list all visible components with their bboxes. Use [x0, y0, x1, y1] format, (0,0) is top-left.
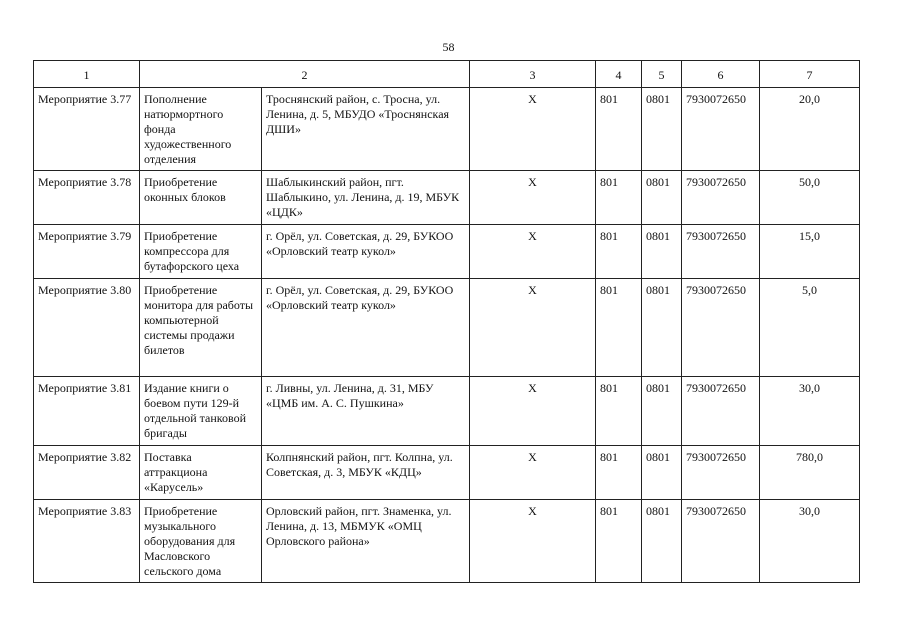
location-cell: г. Орёл, ул. Советская, д. 29, БУКОО «Орловский театр кукол» — [262, 279, 470, 377]
col4-cell: 801 — [596, 225, 642, 279]
table-row — [34, 88, 860, 171]
description-cell: Приобретение оконных блоков — [140, 171, 262, 225]
table-row — [34, 377, 860, 446]
description-cell: Приобретение компрессора для бутафорского цеха — [140, 225, 262, 279]
event-cell: Мероприятие 3.80 — [34, 279, 140, 377]
location-cell: г. Орёл, ул. Советская, д. 29, БУКОО «Орловский театр кукол» — [262, 225, 470, 279]
col7-cell: 20,0 — [760, 88, 860, 171]
header-col-7: 7 — [760, 61, 860, 88]
event-cell: Мероприятие 3.77 — [34, 88, 140, 171]
header-col-6: 6 — [682, 61, 760, 88]
event-cell: Мероприятие 3.78 — [34, 171, 140, 225]
col4-cell: 801 — [596, 279, 642, 377]
col3-cell: X — [470, 446, 596, 500]
budget-table — [33, 60, 860, 583]
col6-cell: 7930072650 — [682, 377, 760, 446]
col7-cell: 50,0 — [760, 171, 860, 225]
col7-cell: 5,0 — [760, 279, 860, 377]
header-col-4: 4 — [596, 61, 642, 88]
table-row — [34, 500, 860, 583]
table-row — [34, 225, 860, 279]
table-row — [34, 279, 860, 377]
col7-cell: 780,0 — [760, 446, 860, 500]
col6-cell: 7930072650 — [682, 225, 760, 279]
header-row — [34, 61, 860, 88]
description-cell: Поставка аттракциона «Карусель» — [140, 446, 262, 500]
header-col-2: 2 — [140, 61, 470, 88]
col5-cell: 0801 — [642, 171, 682, 225]
header-col-1: 1 — [34, 61, 140, 88]
event-cell: Мероприятие 3.79 — [34, 225, 140, 279]
location-cell: г. Ливны, ул. Ленина, д. 31, МБУ «ЦМБ им. А. С. Пушкина» — [262, 377, 470, 446]
col4-cell: 801 — [596, 377, 642, 446]
col7-cell: 30,0 — [760, 500, 860, 583]
col7-cell: 30,0 — [760, 377, 860, 446]
col6-cell: 7930072650 — [682, 500, 760, 583]
location-cell: Орловский район, пгт. Знаменка, ул. Ленина, д. 13, МБМУК «ОМЦ Орловского района» — [262, 500, 470, 583]
event-cell: Мероприятие 3.81 — [34, 377, 140, 446]
header-col-3: 3 — [470, 61, 596, 88]
col4-cell: 801 — [596, 88, 642, 171]
col4-cell: 801 — [596, 446, 642, 500]
col6-cell: 7930072650 — [682, 279, 760, 377]
description-cell: Издание книги о боевом пути 129-й отдельной танковой бригады — [140, 377, 262, 446]
col6-cell: 7930072650 — [682, 446, 760, 500]
col7-cell: 15,0 — [760, 225, 860, 279]
col3-cell: X — [470, 279, 596, 377]
col4-cell: 801 — [596, 500, 642, 583]
table-row — [34, 446, 860, 500]
header-col-5: 5 — [642, 61, 682, 88]
col6-cell: 7930072650 — [682, 88, 760, 171]
col5-cell: 0801 — [642, 225, 682, 279]
col4-cell: 801 — [596, 171, 642, 225]
col3-cell: X — [470, 500, 596, 583]
event-cell: Мероприятие 3.82 — [34, 446, 140, 500]
col3-cell: X — [470, 88, 596, 171]
page-number: 58 — [442, 40, 455, 54]
description-cell: Пополнение натюрмортного фонда художественного отделения — [140, 88, 262, 171]
col5-cell: 0801 — [642, 279, 682, 377]
col3-cell: X — [470, 225, 596, 279]
col5-cell: 0801 — [642, 446, 682, 500]
location-cell: Троснянский район, с. Тросна, ул. Ленина, д. 5, МБУДО «Троснянская ДШИ» — [262, 88, 470, 171]
col3-cell: X — [470, 171, 596, 225]
location-cell: Шаблыкинский район, пгт. Шаблыкино, ул. Ленина, д. 19, МБУК «ЦДК» — [262, 171, 470, 225]
description-cell: Приобретение музыкального оборудования для Масловского сельского дома — [140, 500, 262, 583]
table-row — [34, 171, 860, 225]
col5-cell: 0801 — [642, 88, 682, 171]
col3-cell: X — [470, 377, 596, 446]
col5-cell: 0801 — [642, 500, 682, 583]
location-cell: Колпнянский район, пгт. Колпна, ул. Советская, д. 3, МБУК «КДЦ» — [262, 446, 470, 500]
col5-cell: 0801 — [642, 377, 682, 446]
description-cell: Приобретение монитора для работы компьютерной системы продажи билетов — [140, 279, 262, 377]
event-cell: Мероприятие 3.83 — [34, 500, 140, 583]
col6-cell: 7930072650 — [682, 171, 760, 225]
